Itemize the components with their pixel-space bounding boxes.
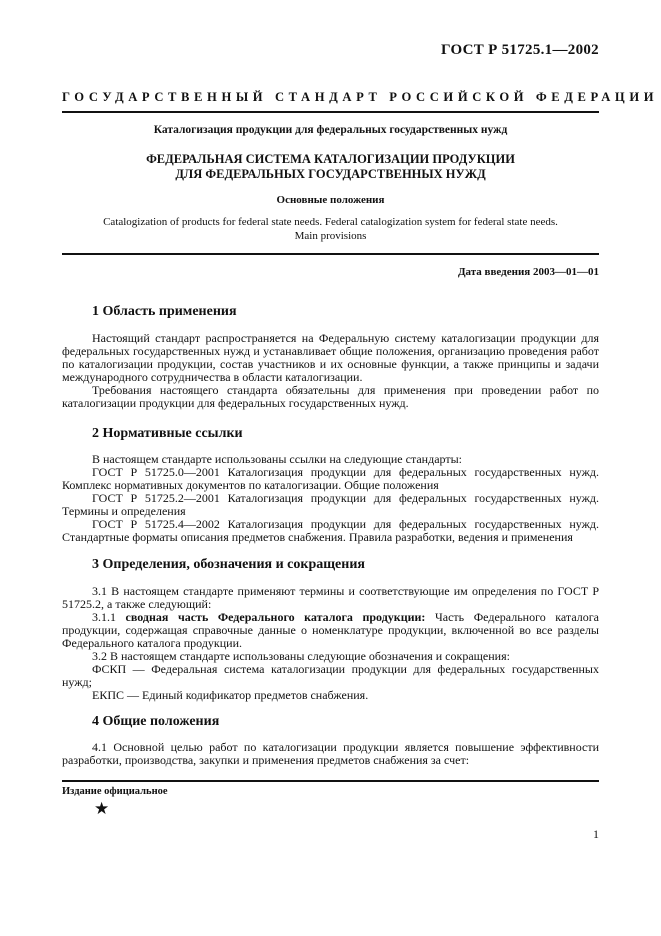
section-4-paragraph-1: 4.1 Основной целью работ по каталогизации продукции является повышение эффективности разработки, производства, закупки и применения предметов снабжения за счет: — [62, 740, 599, 767]
section-3-abbreviation-1: ФСКП — Федеральная система каталогизации продукции для федеральных государственных нужд; — [62, 662, 599, 689]
section-3-definition — [62, 611, 599, 650]
section-1-paragraph-1: Настоящий стандарт распространяется на Федеральную систему каталогизации продукции для федеральных государственных нужд и устанавливает общие положения, организацию проведения работ по каталогизации продукции, состав участников и их основные функции, а также принципы и задачи международного сотрудничества в области каталогизации. — [62, 331, 599, 384]
section-1-paragraph-2: Требования настоящего стандарта обязательны для применения при проведении работ по каталогизации продукции для федеральных государственных нужд. — [62, 383, 599, 410]
definition-number: 3.1.1 — [92, 610, 126, 624]
english-title-line-1: Catalogization of products for federal state needs. Federal catalogization system for federal state needs. — [103, 216, 558, 228]
section-2-heading: 2 Нормативные ссылки — [92, 426, 243, 441]
subtitle-top: Каталогизация продукции для федеральных государственных нужд — [153, 124, 508, 136]
section-2-paragraph-1: В настоящем стандарте использованы ссылки на следующие стандарты: — [92, 452, 463, 466]
english-title-line-2: Main provisions — [294, 229, 367, 242]
state-standard-title: ГОСУДАРСТВЕННЫЙ СТАНДАРТ РОССИЙСКОЙ ФЕДЕРАЦИИ — [62, 90, 659, 104]
section-2-reference-2: ГОСТ Р 51725.2—2001 Каталогизация продукции для федеральных государственных нужд. Термины и определения — [62, 491, 599, 518]
section-2-reference-3: ГОСТ Р 51725.4—2002 Каталогизация продукции для федеральных государственных нужд. Стандартные форматы описания предметов снабжения. Правила разработки, ведения и применения — [62, 517, 599, 544]
section-3-paragraph-1: 3.1 В настоящем стандарте применяют термины и соответствующие им определения по ГОСТ Р 51725.2, а также следующий: — [62, 584, 599, 611]
main-provisions-title: Основные положения — [276, 194, 385, 206]
english-title — [62, 216, 599, 243]
introduction-date: Дата введения 2003—01—01 — [457, 266, 599, 278]
section-2-reference-1: ГОСТ Р 51725.0—2001 Каталогизация продукции для федеральных государственных нужд. Комплекс нормативных документов по каталогизации. Общие положения — [62, 465, 599, 492]
top-rule — [62, 111, 599, 113]
footer-rule — [62, 780, 599, 782]
main-title-line-1: ФЕДЕРАЛЬНАЯ СИСТЕМА КАТАЛОГИЗАЦИИ ПРОДУКЦИИ — [146, 152, 515, 166]
section-1-heading: 1 Область применения — [92, 304, 237, 319]
definition-text: Часть Федерального каталога продукции, содержащая справочные данные о номенклатуре продукции, включенной во все разделы Федерального каталога продукции. — [62, 610, 599, 650]
section-3-paragraph-3: 3.2 В настоящем стандарте использованы следующие обозначения и сокращения: — [92, 649, 510, 663]
definition-term: сводная часть Федерального каталога продукции: — [125, 610, 426, 624]
section-4-heading: 4 Общие положения — [92, 714, 220, 729]
official-edition-label: Издание официальное — [62, 786, 168, 797]
section-3-heading: 3 Определения, обозначения и сокращения — [92, 557, 365, 572]
page-number: 1 — [593, 827, 599, 841]
star-icon: ★ — [94, 799, 110, 819]
section-3-abbreviation-2: ЕКПС — Единый кодификатор предметов снабжения. — [92, 688, 369, 702]
main-title — [62, 152, 599, 182]
main-title-line-2: ДЛЯ ФЕДЕРАЛЬНЫХ ГОСУДАРСТВЕННЫХ НУЖД — [175, 167, 486, 181]
title-bottom-rule — [62, 253, 599, 255]
document-code: ГОСТ Р 51725.1—2002 — [441, 42, 599, 58]
